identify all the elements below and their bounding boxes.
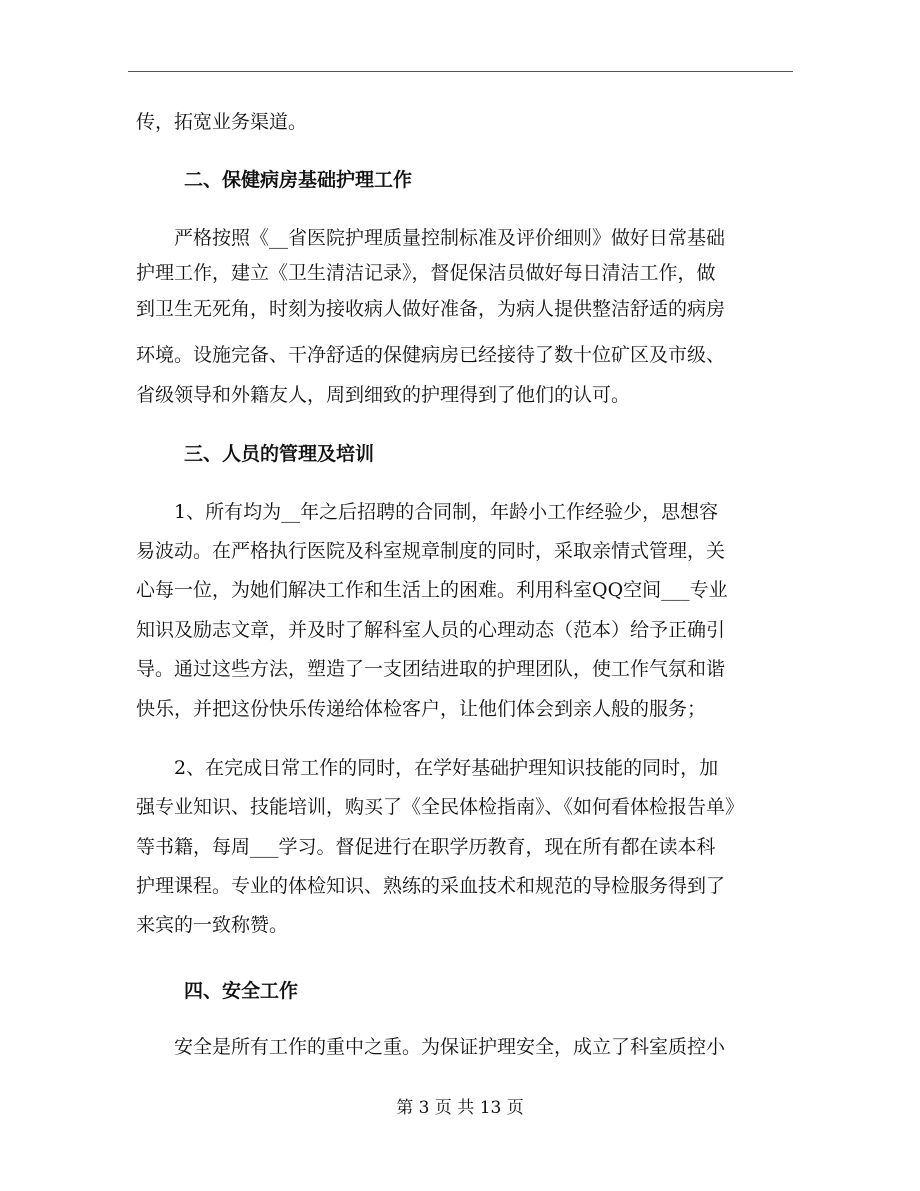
text-line: 强专业知识、技能培训，购买了《全民体检指南》、《如何看体检报告单》 <box>136 796 745 818</box>
text-line: 到卫生无死角，时刻为接收病人做好准备，为病人提供整洁舒适的病房 <box>136 298 726 320</box>
text-line: 快乐，并把这份快乐传递给体检客户，让他们体会到亲人般的服务； <box>136 698 707 720</box>
text-line: 知识及励志文章，并及时了解科室人员的心理动态（范本）给予正确引 <box>136 619 726 641</box>
text-line: 省级领导和外籍友人，周到细致的护理得到了他们的认可。 <box>136 384 631 406</box>
page-number-footer: 第 3 页 共 13 页 <box>396 1098 524 1118</box>
text-line: 护理课程。专业的体检知识、熟练的采血技术和规范的导检服务得到了 <box>136 875 726 897</box>
text-line: 心每一位，为她们解决工作和生活上的困难。利用科室QQ空间___专业 <box>136 579 728 601</box>
text-line: 护理工作，建立《卫生清洁记录》，督促保洁员做好每日清洁工作，做 <box>136 262 716 284</box>
text-line: 2、在完成日常工作的同时，在学好基础护理知识技能的同时，加 <box>136 757 719 779</box>
section-heading: 二、保健病房基础护理工作 <box>184 169 413 191</box>
section-heading: 四、安全工作 <box>184 980 299 1002</box>
text-line: 安全是所有工作的重中之重。为保证护理安全，成立了科室质控小 <box>136 1036 726 1058</box>
text-line: 严格按照《__省医院护理质量控制标准及评价细则》做好日常基础 <box>136 227 726 249</box>
text-line: 易波动。在严格执行医院及科室规章制度的同时，采取亲情式管理，关 <box>136 540 726 562</box>
text-line: 等书籍，每周___学习。督促进行在职学历教育，现在所有都在读本科 <box>136 836 716 858</box>
header-rule <box>128 71 793 72</box>
text-line: 传，拓宽业务渠道。 <box>136 111 308 133</box>
section-heading: 三、人员的管理及培训 <box>184 443 375 465</box>
text-line: 来宾的一致称赞。 <box>136 914 289 936</box>
text-line: 导。通过这些方法，塑造了一支团结进取的护理团队，使工作气氛和谐 <box>136 658 726 680</box>
text-line: 1、所有均为__年之后招聘的合同制，年龄小工作经验少，思想容 <box>136 501 719 523</box>
text-line: 环境。设施完备、干净舒适的保健病房已经接待了数十位矿区及市级、 <box>136 344 726 366</box>
